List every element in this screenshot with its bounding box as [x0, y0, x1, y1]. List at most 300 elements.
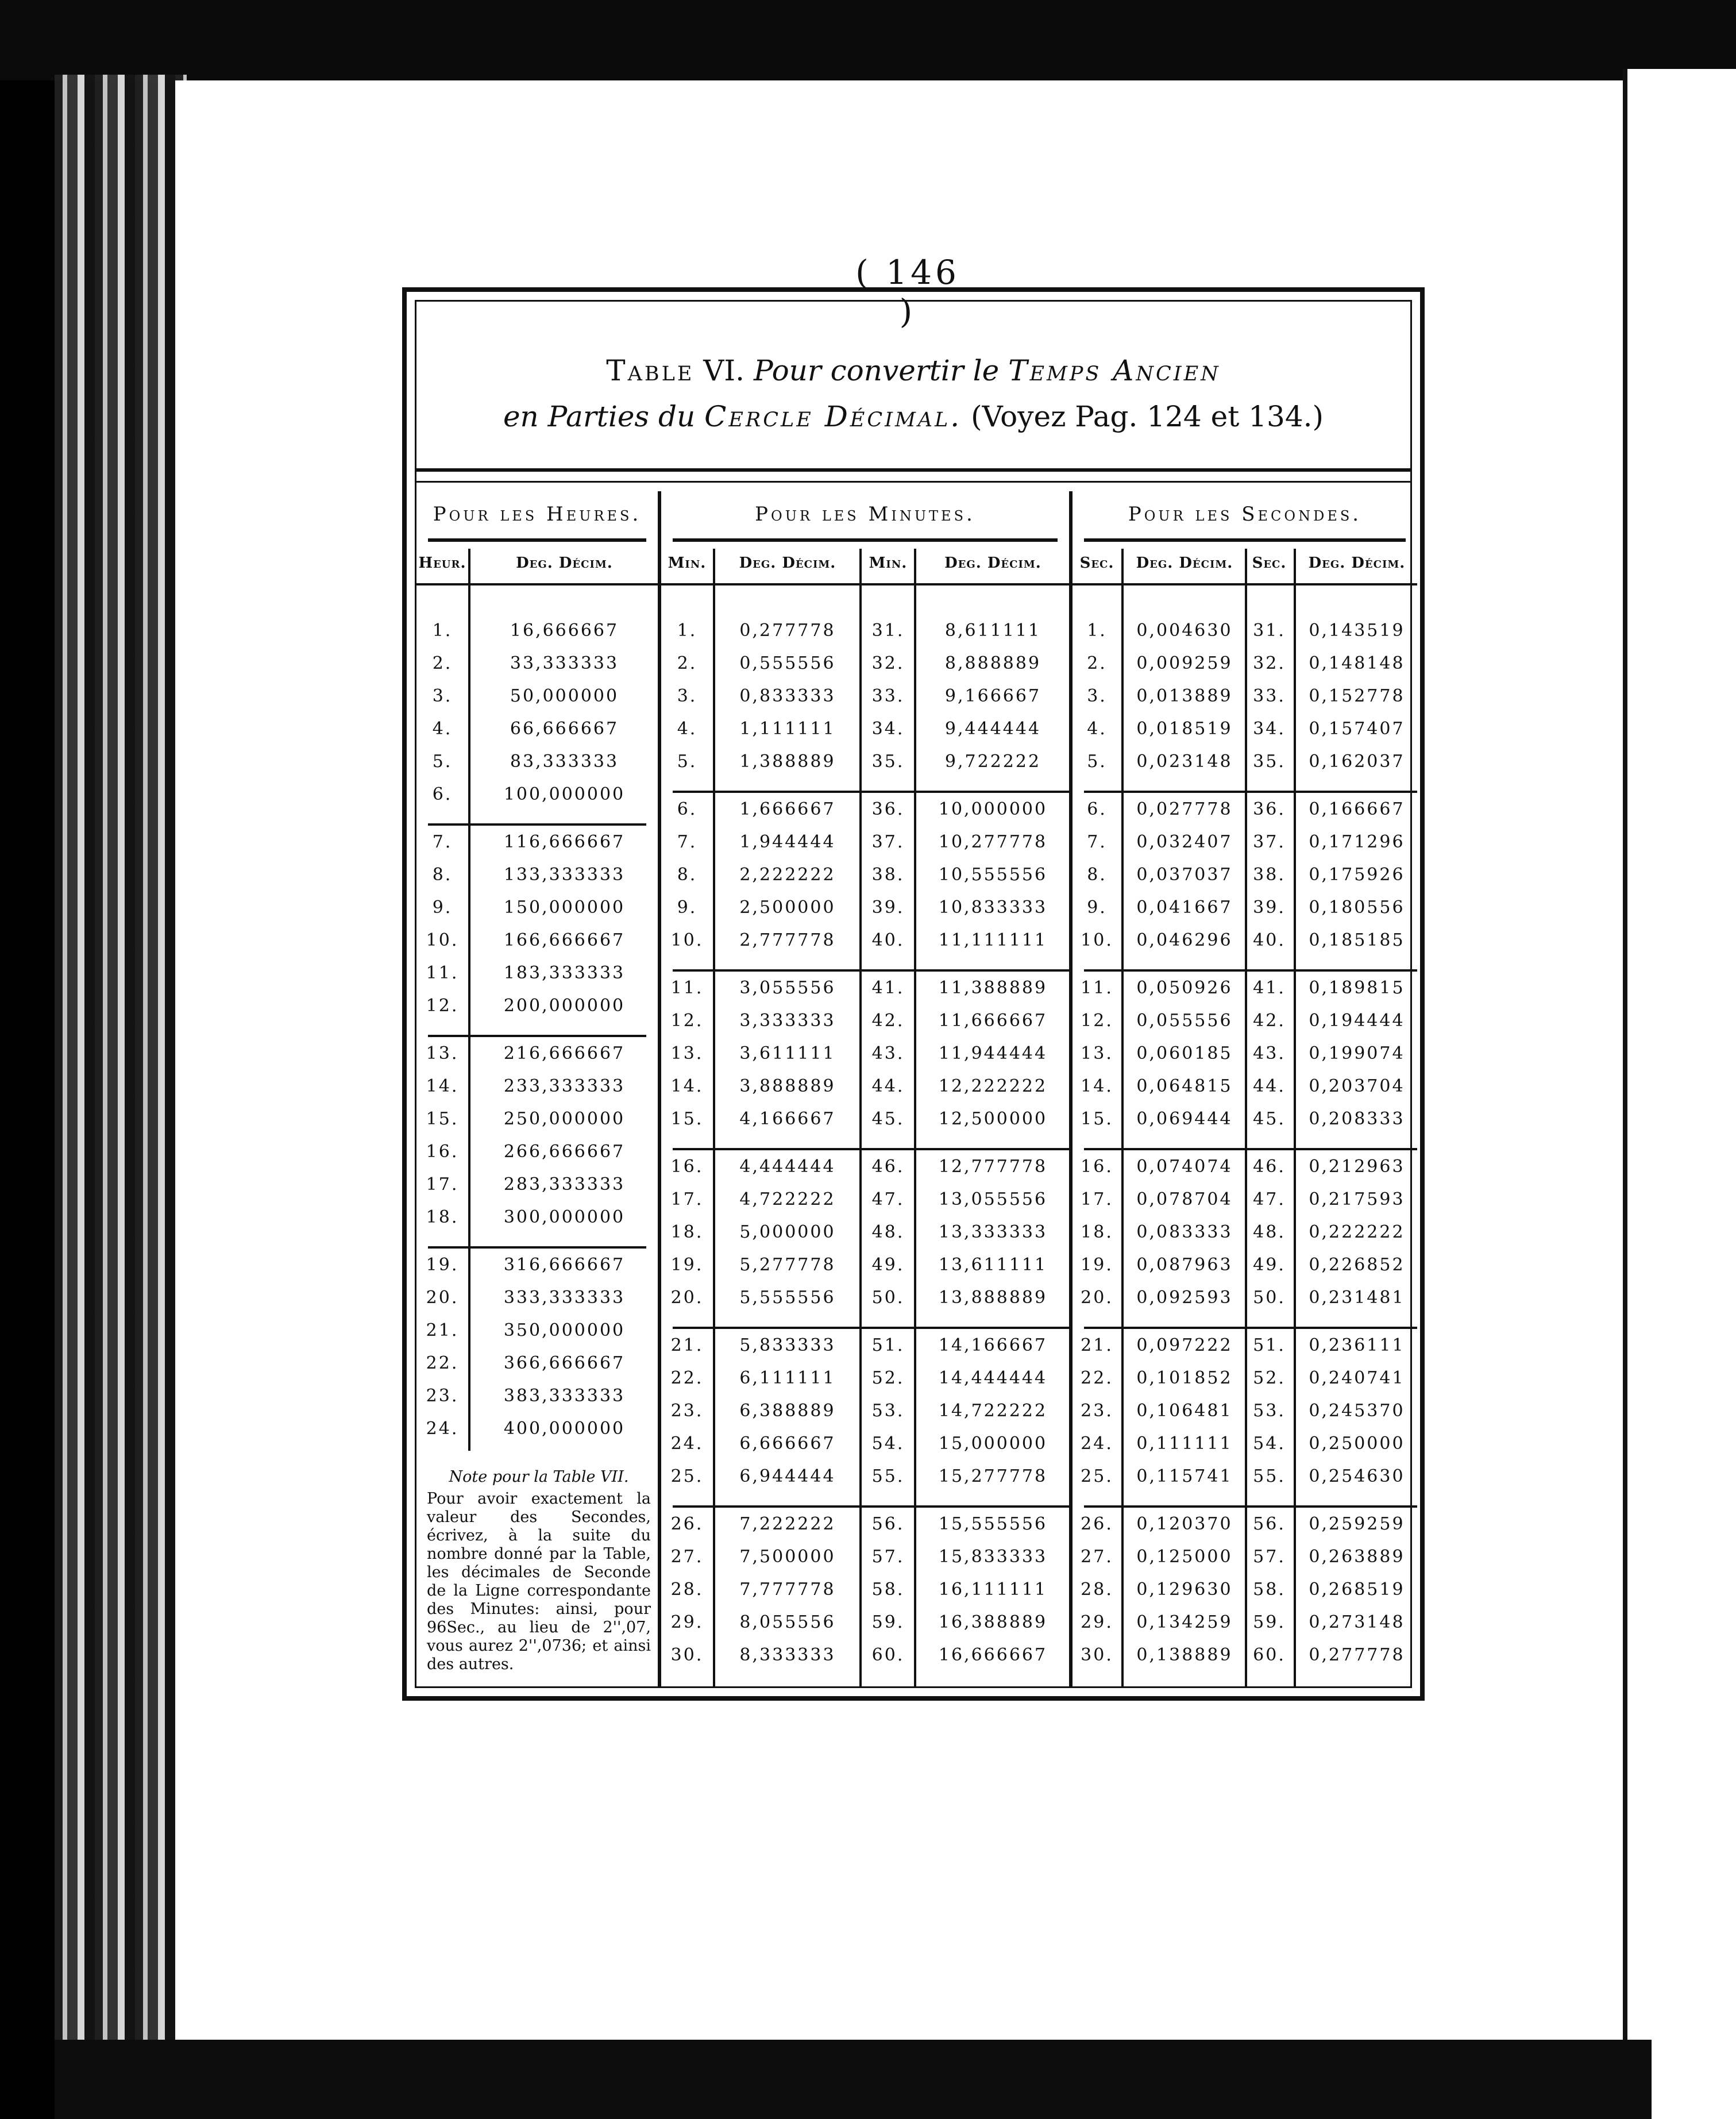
seconds-row-b-value: 0,222222 — [1309, 1222, 1405, 1242]
minutes-col-value-header-a: Deg. Décim. — [739, 554, 836, 572]
title-line2-intro: en Parties du — [503, 400, 696, 433]
seconds-row-b-value: 0,273148 — [1309, 1612, 1405, 1632]
hours-row-number: 16. — [426, 1142, 459, 1162]
seconds-row-a-number: 13. — [1081, 1043, 1113, 1064]
title-reference: (Voyez Pag. 124 et 134.) — [971, 400, 1324, 433]
minutes-row-a-value: 4,722222 — [739, 1189, 836, 1209]
hours-col-num-header: Heur. — [418, 554, 466, 572]
seconds-row-b-value: 0,152778 — [1309, 686, 1405, 706]
title-temps-ancien: Temps Ancien — [1008, 354, 1221, 387]
minutes-column-rule-2 — [859, 549, 862, 1686]
seconds-row-a-value: 0,115741 — [1136, 1466, 1233, 1486]
minutes-col-num-header-a: Min. — [668, 554, 707, 572]
seconds-row-b-value: 0,157407 — [1309, 719, 1405, 739]
seconds-row-b-number: 60. — [1253, 1645, 1286, 1665]
minutes-row-b-value: 14,444444 — [938, 1368, 1048, 1388]
minutes-row-a-number: 19. — [670, 1255, 704, 1275]
hours-row-group-rule — [428, 1246, 646, 1249]
book-page-edges — [55, 75, 187, 2040]
hours-row-value: 166,666667 — [503, 930, 626, 950]
seconds-row-b-number: 57. — [1253, 1547, 1286, 1567]
seconds-row-a-value: 0,134259 — [1136, 1612, 1233, 1632]
minutes-row-a-number: 11. — [670, 978, 704, 998]
minutes-row-b-number: 54. — [871, 1434, 905, 1454]
minutes-row-a-value: 0,277778 — [739, 621, 836, 641]
scan-border-top — [0, 0, 1736, 80]
next-page-edge — [1623, 69, 1736, 2119]
seconds-row-a-number: 3. — [1087, 686, 1107, 706]
minutes-row-a-value: 4,444444 — [739, 1157, 836, 1177]
seconds-row-b-number: 59. — [1253, 1612, 1286, 1632]
seconds-row-a-value: 0,092593 — [1136, 1288, 1233, 1308]
minutes-row-a-number: 1. — [677, 621, 697, 641]
hours-row-number: 8. — [432, 865, 453, 885]
seconds-row-b-number: 46. — [1253, 1157, 1286, 1177]
hours-row-number: 5. — [432, 752, 453, 772]
seconds-row-b-number: 31. — [1253, 621, 1286, 641]
seconds-row-b-value: 0,259259 — [1309, 1514, 1405, 1534]
minutes-col-num-header-b: Min. — [869, 554, 908, 572]
minutes-row-a-value: 2,500000 — [739, 897, 836, 918]
seconds-row-a-number: 20. — [1081, 1288, 1113, 1308]
seconds-row-a-number: 24. — [1081, 1434, 1113, 1454]
hours-row-value: 216,666667 — [503, 1043, 626, 1064]
hours-row-value: 366,666667 — [503, 1353, 626, 1373]
minutes-row-b-number: 31. — [871, 621, 905, 641]
minutes-row-a-value: 3,611111 — [739, 1043, 836, 1064]
hours-row-number: 7. — [432, 832, 453, 852]
minutes-row-a-number: 12. — [670, 1011, 704, 1031]
seconds-row-b-value: 0,199074 — [1309, 1043, 1405, 1064]
minutes-row-a-value: 2,777778 — [739, 930, 836, 950]
seconds-row-b-number: 56. — [1253, 1514, 1286, 1534]
minutes-row-b-number: 56. — [871, 1514, 905, 1534]
minutes-row-a-number: 21. — [670, 1335, 704, 1355]
seconds-row-a-value: 0,055556 — [1136, 1011, 1233, 1031]
seconds-row-a-number: 19. — [1081, 1255, 1113, 1275]
hours-row-group-rule — [428, 1035, 646, 1037]
seconds-row-a-value: 0,009259 — [1136, 653, 1233, 673]
seconds-row-a-group-rule — [1084, 1505, 1417, 1508]
hours-row-value: 333,333333 — [503, 1288, 626, 1308]
seconds-row-b-value: 0,231481 — [1309, 1288, 1405, 1308]
seconds-row-a-number: 2. — [1087, 653, 1107, 673]
hours-col-value-header: Deg. Décim. — [516, 554, 613, 572]
seconds-row-b-value: 0,175926 — [1309, 865, 1405, 885]
minutes-row-b-number: 36. — [871, 799, 905, 819]
minutes-row-b-value: 10,555556 — [938, 865, 1048, 885]
minutes-header-rule — [661, 583, 1069, 585]
hours-row-number: 14. — [426, 1076, 459, 1096]
minutes-row-a-number: 9. — [677, 897, 697, 918]
hours-row-value: 250,000000 — [503, 1109, 626, 1129]
hours-row-value: 16,666667 — [510, 621, 619, 641]
seconds-row-a-number: 17. — [1081, 1189, 1113, 1209]
hours-row-value: 100,000000 — [503, 784, 626, 804]
minutes-row-b-value: 11,944444 — [938, 1043, 1048, 1064]
seconds-row-a-number: 7. — [1087, 832, 1107, 852]
minutes-row-b-value: 9,166667 — [944, 686, 1041, 706]
hours-row-value: 183,333333 — [503, 963, 626, 983]
minutes-row-b-value: 9,444444 — [944, 719, 1041, 739]
minutes-row-b-value: 13,611111 — [938, 1255, 1048, 1275]
seconds-row-a-value: 0,023148 — [1136, 752, 1233, 772]
seconds-row-b-number: 55. — [1253, 1466, 1286, 1486]
seconds-row-b-number: 40. — [1253, 930, 1286, 950]
minutes-row-a-group-rule — [673, 969, 1069, 972]
hours-row-number: 23. — [426, 1386, 459, 1406]
minutes-row-a-number: 29. — [670, 1612, 704, 1632]
hours-row-number: 9. — [432, 897, 453, 918]
minutes-row-b-value: 12,777778 — [938, 1157, 1048, 1177]
minutes-row-b-number: 37. — [871, 832, 905, 852]
seconds-column-rule-3 — [1294, 549, 1296, 1686]
seconds-row-b-value: 0,203704 — [1309, 1076, 1405, 1096]
seconds-row-a-value: 0,046296 — [1136, 930, 1233, 950]
hours-row-number: 10. — [426, 930, 459, 950]
seconds-row-a-value: 0,060185 — [1136, 1043, 1233, 1064]
minutes-row-a-value: 0,555556 — [739, 653, 836, 673]
minutes-row-b-value: 15,277778 — [938, 1466, 1048, 1486]
minutes-row-a-value: 5,833333 — [739, 1335, 836, 1355]
title-intro: Pour convertir le — [753, 354, 1000, 387]
seconds-row-b-value: 0,268519 — [1309, 1579, 1405, 1600]
minutes-row-b-value: 10,833333 — [938, 897, 1048, 918]
minutes-row-b-number: 45. — [871, 1109, 905, 1129]
minutes-row-a-value: 7,500000 — [739, 1547, 836, 1567]
minutes-row-b-value: 9,722222 — [944, 752, 1041, 772]
seconds-row-b-value: 0,148148 — [1309, 653, 1405, 673]
hours-row-number: 12. — [426, 996, 459, 1016]
seconds-row-a-value: 0,013889 — [1136, 686, 1233, 706]
hours-row-number: 19. — [426, 1255, 459, 1275]
minutes-row-a-number: 2. — [677, 653, 697, 673]
seconds-row-a-number: 15. — [1081, 1109, 1113, 1129]
minutes-row-a-value: 2,222222 — [739, 865, 836, 885]
seconds-row-a-number: 18. — [1081, 1222, 1113, 1242]
hours-row-value: 150,000000 — [503, 897, 626, 918]
minutes-row-b-value: 13,055556 — [938, 1189, 1048, 1209]
minutes-row-a-value: 6,944444 — [739, 1466, 836, 1486]
seconds-row-b-number: 35. — [1253, 752, 1286, 772]
minutes-row-a-number: 10. — [670, 930, 704, 950]
hours-row-number: 17. — [426, 1174, 459, 1195]
seconds-row-b-number: 39. — [1253, 897, 1286, 918]
seconds-row-a-number: 6. — [1087, 799, 1107, 819]
minutes-row-a-value: 5,277778 — [739, 1255, 836, 1275]
seconds-row-b-value: 0,208333 — [1309, 1109, 1405, 1129]
minutes-row-b-value: 13,333333 — [938, 1222, 1048, 1242]
minutes-row-a-value: 1,111111 — [739, 719, 836, 739]
seconds-row-b-number: 44. — [1253, 1076, 1286, 1096]
minutes-row-a-value: 8,055556 — [739, 1612, 836, 1632]
minutes-row-b-value: 15,555556 — [938, 1514, 1048, 1534]
seconds-row-b-number: 38. — [1253, 865, 1286, 885]
seconds-row-a-value: 0,032407 — [1136, 832, 1233, 852]
seconds-row-b-value: 0,263889 — [1309, 1547, 1405, 1567]
minutes-row-a-group-rule — [673, 1505, 1069, 1508]
seconds-row-a-value: 0,101852 — [1136, 1368, 1233, 1388]
hours-row-number: 3. — [432, 686, 453, 706]
minutes-column-rule-3 — [914, 549, 916, 1686]
minutes-row-a-value: 7,777778 — [739, 1579, 836, 1600]
minutes-section — [661, 491, 1069, 1686]
minutes-row-b-value: 10,000000 — [938, 799, 1048, 819]
seconds-row-b-number: 47. — [1253, 1189, 1286, 1209]
minutes-row-a-number: 8. — [677, 865, 697, 885]
minutes-row-a-group-rule — [673, 791, 1069, 793]
hours-row-value: 383,333333 — [503, 1386, 626, 1406]
hours-row-value: 33,333333 — [510, 653, 619, 673]
minutes-row-a-value: 4,166667 — [739, 1109, 836, 1129]
minutes-row-b-number: 34. — [871, 719, 905, 739]
minutes-row-b-number: 47. — [871, 1189, 905, 1209]
minutes-heading-rule — [673, 538, 1058, 542]
seconds-row-a-number: 23. — [1081, 1401, 1113, 1421]
seconds-row-a-value: 0,064815 — [1136, 1076, 1233, 1096]
title-table-number: VI. — [703, 354, 745, 387]
seconds-row-a-number: 11. — [1081, 978, 1113, 998]
minutes-row-a-value: 8,333333 — [739, 1645, 836, 1665]
minutes-row-a-value: 5,555556 — [739, 1288, 836, 1308]
minutes-row-a-number: 22. — [670, 1368, 704, 1388]
hours-row-value: 400,000000 — [503, 1419, 626, 1439]
minutes-row-a-number: 14. — [670, 1076, 704, 1096]
minutes-row-b-number: 39. — [871, 897, 905, 918]
minutes-row-b-number: 49. — [871, 1255, 905, 1275]
hours-row-value: 66,666667 — [510, 719, 619, 739]
seconds-row-a-number: 8. — [1087, 865, 1107, 885]
seconds-row-a-number: 1. — [1087, 621, 1107, 641]
seconds-row-b-number: 54. — [1253, 1434, 1286, 1454]
seconds-row-a-value: 0,069444 — [1136, 1109, 1233, 1129]
minutes-column-rule-1 — [713, 549, 715, 1686]
seconds-row-a-number: 16. — [1081, 1157, 1113, 1177]
seconds-row-a-group-rule — [1084, 1148, 1417, 1150]
seconds-section — [1073, 491, 1417, 1686]
minutes-row-a-number: 26. — [670, 1514, 704, 1534]
minutes-row-a-value: 1,944444 — [739, 832, 836, 852]
seconds-heading: Pour les Secondes. — [1128, 503, 1362, 526]
minutes-row-a-number: 30. — [670, 1645, 704, 1665]
seconds-row-a-value: 0,050926 — [1136, 978, 1233, 998]
minutes-row-b-number: 42. — [871, 1011, 905, 1031]
title-table-label: Table — [606, 354, 695, 387]
hours-row-number: 24. — [426, 1419, 459, 1439]
minutes-row-b-number: 58. — [871, 1579, 905, 1600]
minutes-row-b-number: 46. — [871, 1157, 905, 1177]
hours-row-number: 11. — [426, 963, 459, 983]
scan-border-bottom — [55, 2040, 1652, 2119]
seconds-row-b-number: 49. — [1253, 1255, 1286, 1275]
hours-row-number: 4. — [432, 719, 453, 739]
minutes-row-b-number: 55. — [871, 1466, 905, 1486]
minutes-row-b-number: 48. — [871, 1222, 905, 1242]
seconds-row-b-number: 52. — [1253, 1368, 1286, 1388]
seconds-row-b-value: 0,277778 — [1309, 1645, 1405, 1665]
hours-row-number: 15. — [426, 1109, 459, 1129]
minutes-row-b-number: 57. — [871, 1547, 905, 1567]
seconds-row-b-number: 53. — [1253, 1401, 1286, 1421]
seconds-row-a-group-rule — [1084, 791, 1417, 793]
page-number: ( 146 ) — [855, 253, 960, 331]
minutes-row-b-number: 52. — [871, 1368, 905, 1388]
seconds-row-a-value: 0,041667 — [1136, 897, 1233, 918]
seconds-row-b-number: 32. — [1253, 653, 1286, 673]
hours-column-rule — [468, 549, 470, 1451]
seconds-col-value-header-b: Deg. Décim. — [1308, 554, 1406, 572]
seconds-row-b-value: 0,166667 — [1309, 799, 1405, 819]
seconds-column-rule-1 — [1121, 549, 1124, 1686]
minutes-row-b-value: 12,222222 — [938, 1076, 1048, 1096]
seconds-row-b-number: 43. — [1253, 1043, 1286, 1064]
minutes-row-b-number: 41. — [871, 978, 905, 998]
note-table-vii — [427, 1468, 651, 1674]
seconds-row-a-value: 0,097222 — [1136, 1335, 1233, 1355]
minutes-row-a-number: 24. — [670, 1434, 704, 1454]
seconds-row-b-value: 0,143519 — [1309, 621, 1405, 641]
minutes-row-a-number: 16. — [670, 1157, 704, 1177]
hours-heading: Pour les Heures. — [433, 503, 642, 526]
minutes-col-value-header-b: Deg. Décim. — [944, 554, 1041, 572]
hours-row-number: 13. — [426, 1043, 459, 1064]
minutes-row-b-value: 11,666667 — [938, 1011, 1048, 1031]
seconds-row-a-number: 12. — [1081, 1011, 1113, 1031]
seconds-row-b-number: 51. — [1253, 1335, 1286, 1355]
seconds-row-a-value: 0,087963 — [1136, 1255, 1233, 1275]
seconds-row-a-number: 9. — [1087, 897, 1107, 918]
seconds-row-a-value: 0,018519 — [1136, 719, 1233, 739]
seconds-row-b-number: 48. — [1253, 1222, 1286, 1242]
hours-row-value: 116,666667 — [503, 832, 626, 852]
minutes-row-b-number: 51. — [871, 1335, 905, 1355]
table-inner-frame — [415, 300, 1412, 1688]
seconds-row-b-value: 0,240741 — [1309, 1368, 1405, 1388]
minutes-row-a-value: 6,388889 — [739, 1401, 836, 1421]
seconds-row-b-value: 0,185185 — [1309, 930, 1405, 950]
seconds-row-b-value: 0,245370 — [1309, 1401, 1405, 1421]
seconds-row-b-number: 45. — [1253, 1109, 1286, 1129]
minutes-row-a-group-rule — [673, 1327, 1069, 1329]
minutes-row-b-number: 32. — [871, 653, 905, 673]
minutes-heading: Pour les Minutes. — [755, 503, 975, 526]
hours-row-value: 300,000000 — [503, 1207, 626, 1227]
hours-row-number: 20. — [426, 1288, 459, 1308]
seconds-row-a-group-rule — [1084, 969, 1417, 972]
seconds-row-a-group-rule — [1084, 1327, 1417, 1329]
seconds-row-a-value: 0,078704 — [1136, 1189, 1233, 1209]
minutes-row-b-number: 59. — [871, 1612, 905, 1632]
hours-row-value: 233,333333 — [503, 1076, 626, 1096]
seconds-col-num-header-a: Sec. — [1079, 554, 1114, 572]
seconds-row-b-value: 0,189815 — [1309, 978, 1405, 998]
seconds-row-a-value: 0,120370 — [1136, 1514, 1233, 1534]
minutes-row-b-value: 15,833333 — [938, 1547, 1048, 1567]
seconds-row-b-value: 0,212963 — [1309, 1157, 1405, 1177]
minutes-row-b-number: 35. — [871, 752, 905, 772]
hours-row-number: 1. — [432, 621, 453, 641]
seconds-row-a-number: 28. — [1081, 1579, 1113, 1600]
minutes-row-b-number: 43. — [871, 1043, 905, 1064]
minutes-row-b-value: 16,666667 — [938, 1645, 1048, 1665]
seconds-row-a-number: 4. — [1087, 719, 1107, 739]
minutes-row-a-value: 3,055556 — [739, 978, 836, 998]
seconds-row-a-value: 0,129630 — [1136, 1579, 1233, 1600]
seconds-row-b-value: 0,162037 — [1309, 752, 1405, 772]
minutes-row-a-number: 7. — [677, 832, 697, 852]
minutes-row-a-value: 1,388889 — [739, 752, 836, 772]
minutes-row-a-number: 15. — [670, 1109, 704, 1129]
seconds-row-b-number: 34. — [1253, 719, 1286, 739]
minutes-row-b-value: 14,722222 — [938, 1401, 1048, 1421]
minutes-row-a-value: 0,833333 — [739, 686, 836, 706]
minutes-row-a-number: 18. — [670, 1222, 704, 1242]
minutes-row-a-number: 4. — [677, 719, 697, 739]
seconds-row-a-value: 0,074074 — [1136, 1157, 1233, 1177]
minutes-row-b-value: 16,111111 — [938, 1579, 1048, 1600]
seconds-row-a-value: 0,004630 — [1136, 621, 1233, 641]
minutes-row-a-value: 5,000000 — [739, 1222, 836, 1242]
seconds-row-b-value: 0,250000 — [1309, 1434, 1405, 1454]
seconds-row-b-value: 0,226852 — [1309, 1255, 1405, 1275]
minutes-row-b-value: 11,388889 — [938, 978, 1048, 998]
seconds-row-a-value: 0,111111 — [1136, 1434, 1233, 1454]
minutes-row-a-number: 28. — [670, 1579, 704, 1600]
minutes-row-a-value: 6,111111 — [739, 1368, 836, 1388]
seconds-row-b-number: 50. — [1253, 1288, 1286, 1308]
minutes-row-a-number: 20. — [670, 1288, 704, 1308]
minutes-row-a-number: 13. — [670, 1043, 704, 1064]
seconds-row-b-value: 0,180556 — [1309, 897, 1405, 918]
minutes-row-b-value: 12,500000 — [938, 1109, 1048, 1129]
seconds-row-a-value: 0,083333 — [1136, 1222, 1233, 1242]
minutes-row-b-value: 11,111111 — [938, 930, 1048, 950]
minutes-row-a-number: 17. — [670, 1189, 704, 1209]
minutes-row-a-value: 1,666667 — [739, 799, 836, 819]
hours-heading-rule — [428, 538, 646, 542]
seconds-row-b-number: 33. — [1253, 686, 1286, 706]
minutes-row-a-number: 6. — [677, 799, 697, 819]
seconds-heading-rule — [1084, 538, 1406, 542]
minutes-row-a-value: 3,333333 — [739, 1011, 836, 1031]
minutes-row-b-value: 10,277778 — [938, 832, 1048, 852]
minutes-row-a-number: 25. — [670, 1466, 704, 1486]
minutes-row-b-number: 38. — [871, 865, 905, 885]
hours-row-value: 83,333333 — [510, 752, 619, 772]
hours-row-value: 133,333333 — [503, 865, 626, 885]
seconds-row-a-value: 0,037037 — [1136, 865, 1233, 885]
minutes-row-a-number: 23. — [670, 1401, 704, 1421]
seconds-row-b-value: 0,254630 — [1309, 1466, 1405, 1486]
minutes-row-a-number: 3. — [677, 686, 697, 706]
note-title: Note pour la Table VII. — [449, 1468, 629, 1486]
seconds-row-b-value: 0,217593 — [1309, 1189, 1405, 1209]
note-text: Pour avoir exactement la valeur des Secondes, écrivez, à la suite du nombre donné par la Table, les décimales de Seconde de la Ligne correspondante des Minutes: ainsi, pour 96Sec., au lieu de 2'',07, vous aurez 2'',0736; et ainsi des autres. — [427, 1490, 651, 1673]
minutes-row-b-value: 8,888889 — [944, 653, 1041, 673]
hours-row-value: 350,000000 — [503, 1320, 626, 1340]
minutes-row-b-number: 53. — [871, 1401, 905, 1421]
minutes-row-b-number: 50. — [871, 1288, 905, 1308]
hours-row-value: 50,000000 — [510, 686, 619, 706]
minutes-row-b-value: 8,611111 — [944, 621, 1041, 641]
minutes-row-b-number: 33. — [871, 686, 905, 706]
table-frame — [402, 287, 1425, 1701]
hours-row-number: 18. — [426, 1207, 459, 1227]
hours-section — [416, 491, 658, 1686]
hours-row-group-rule — [428, 823, 646, 826]
seconds-row-a-number: 29. — [1081, 1612, 1113, 1632]
minutes-row-b-number: 40. — [871, 930, 905, 950]
